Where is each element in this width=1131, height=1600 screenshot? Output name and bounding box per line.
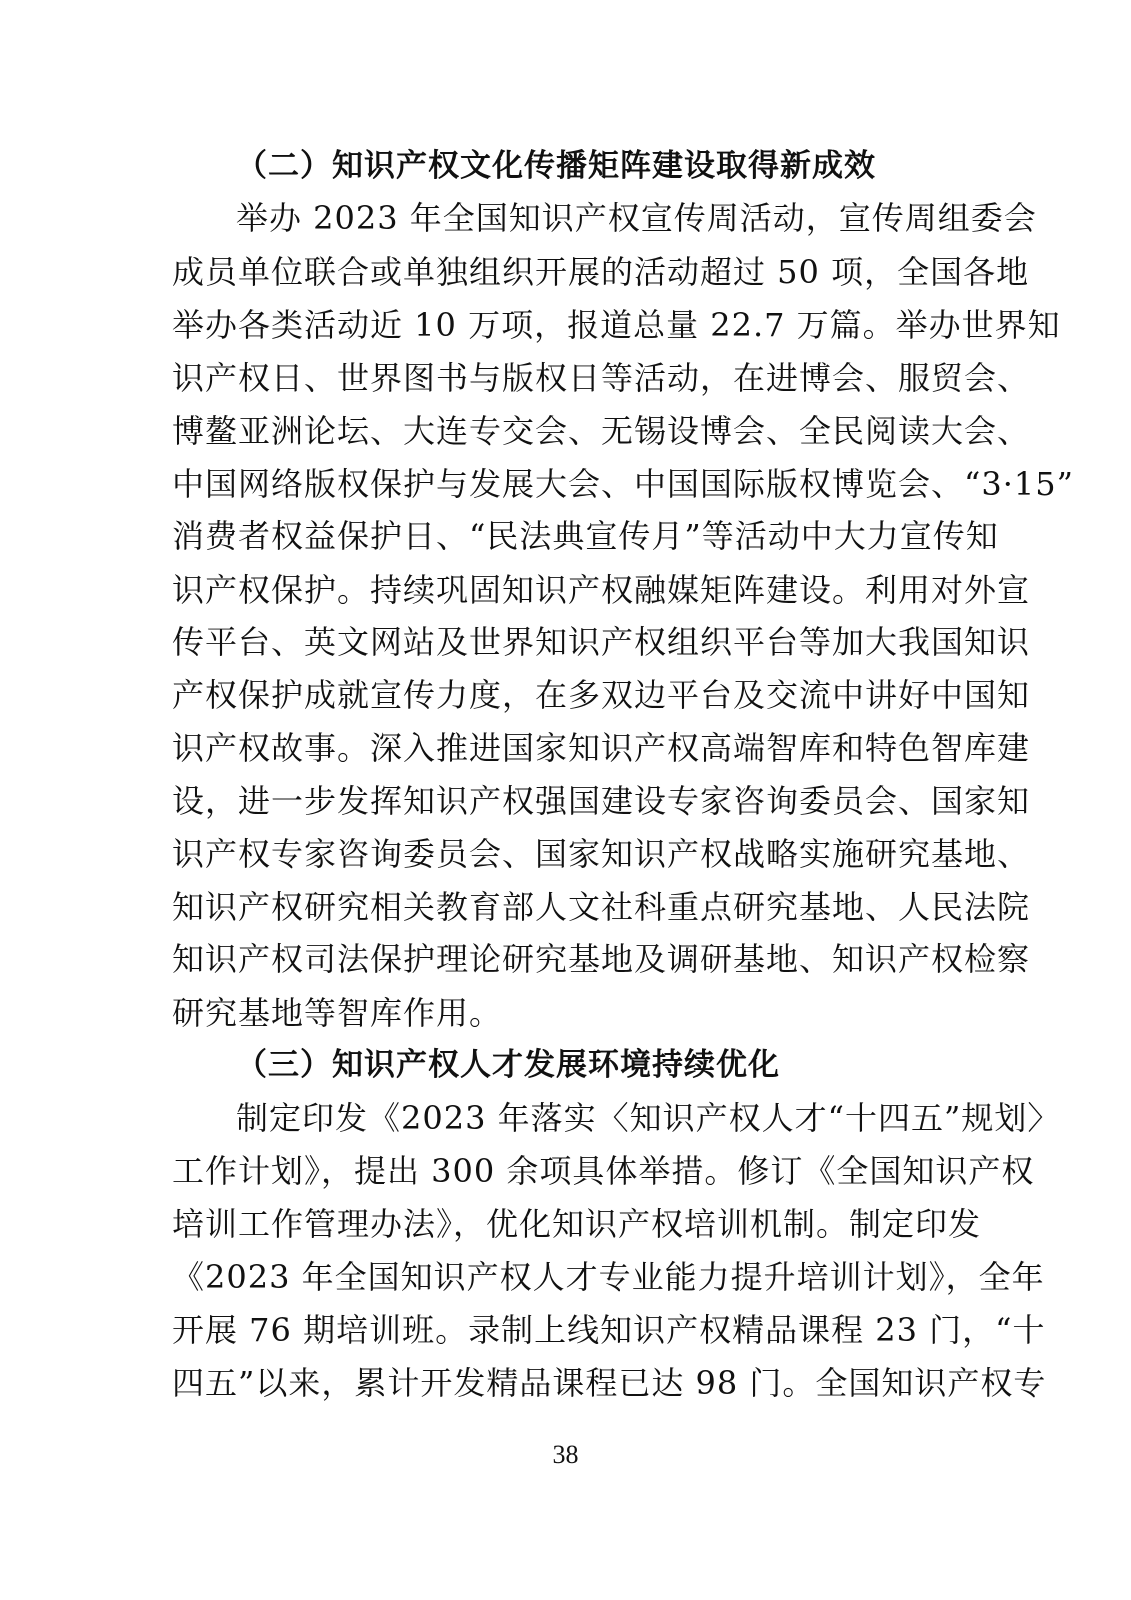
paragraph-line: 产权保护成就宣传力度，在多双边平台及交流中讲好中国知 [172,676,1031,714]
paragraph-line: 培训工作管理办法》，优化知识产权培训机制。制定印发 [172,1205,982,1243]
paragraph-line: 知识产权研究相关教育部人文社科重点研究基地、人民法院 [172,888,1031,926]
paragraph-line: 举办 2023 年全国知识产权宣传周活动，宣传周组委会 [236,199,1037,237]
paragraph-line: 成员单位联合或单独组织开展的活动超过 50 项，全国各地 [172,253,1030,291]
paragraph-line: 工作计划》，提出 300 余项具体举措。修订《全国知识产权 [172,1152,1035,1190]
paragraph-line: 举办各类活动近 10 万项，报道总量 22.7 万篇。举办世界知 [172,306,1061,344]
paragraph-line: 开展 76 期培训班。录制上线知识产权精品课程 23 门，“十 [172,1311,1046,1349]
paragraph-line: 设，进一步发挥知识产权强国建设专家咨询委员会、国家知 [172,782,1031,820]
section-heading-2: （二）知识产权文化传播矩阵建设取得新成效 [236,148,876,184]
paragraph-line: 识产权故事。深入推进国家知识产权高端智库和特色智库建 [172,729,1031,767]
paragraph-line: 中国网络版权保护与发展大会、中国国际版权博览会、“3·15” [172,465,1074,503]
paragraph-line: 传平台、英文网站及世界知识产权组织平台等加大我国知识 [172,623,1031,661]
paragraph-line: 识产权保护。持续巩固知识产权融媒矩阵建设。利用对外宣 [172,571,1031,609]
paragraph-line: 《2023 年全国知识产权人才专业能力提升培训计划》，全年 [172,1258,1045,1296]
paragraph-line: 识产权专家咨询委员会、国家知识产权战略实施研究基地、 [172,835,1031,873]
paragraph-line: 知识产权司法保护理论研究基地及调研基地、知识产权检察 [172,940,1031,978]
page-number: 38 [552,1440,579,1469]
paragraph-line: 识产权日、世界图书与版权日等活动，在进博会、服贸会、 [172,359,1031,397]
paragraph-line: 消费者权益保护日、“民法典宣传月”等活动中大力宣传知 [172,517,999,555]
paragraph-line: 四五”以来，累计开发精品课程已达 98 门。全国知识产权专 [172,1364,1047,1402]
paragraph-line: 制定印发《2023 年落实〈知识产权人才“十四五”规划〉 [236,1099,1061,1137]
section-heading-3: （三）知识产权人才发展环境持续优化 [236,1047,780,1083]
paragraph-line: 研究基地等智库作用。 [172,994,503,1032]
paragraph-line: 博鳌亚洲论坛、大连专交会、无锡设博会、全民阅读大会、 [172,412,1031,450]
